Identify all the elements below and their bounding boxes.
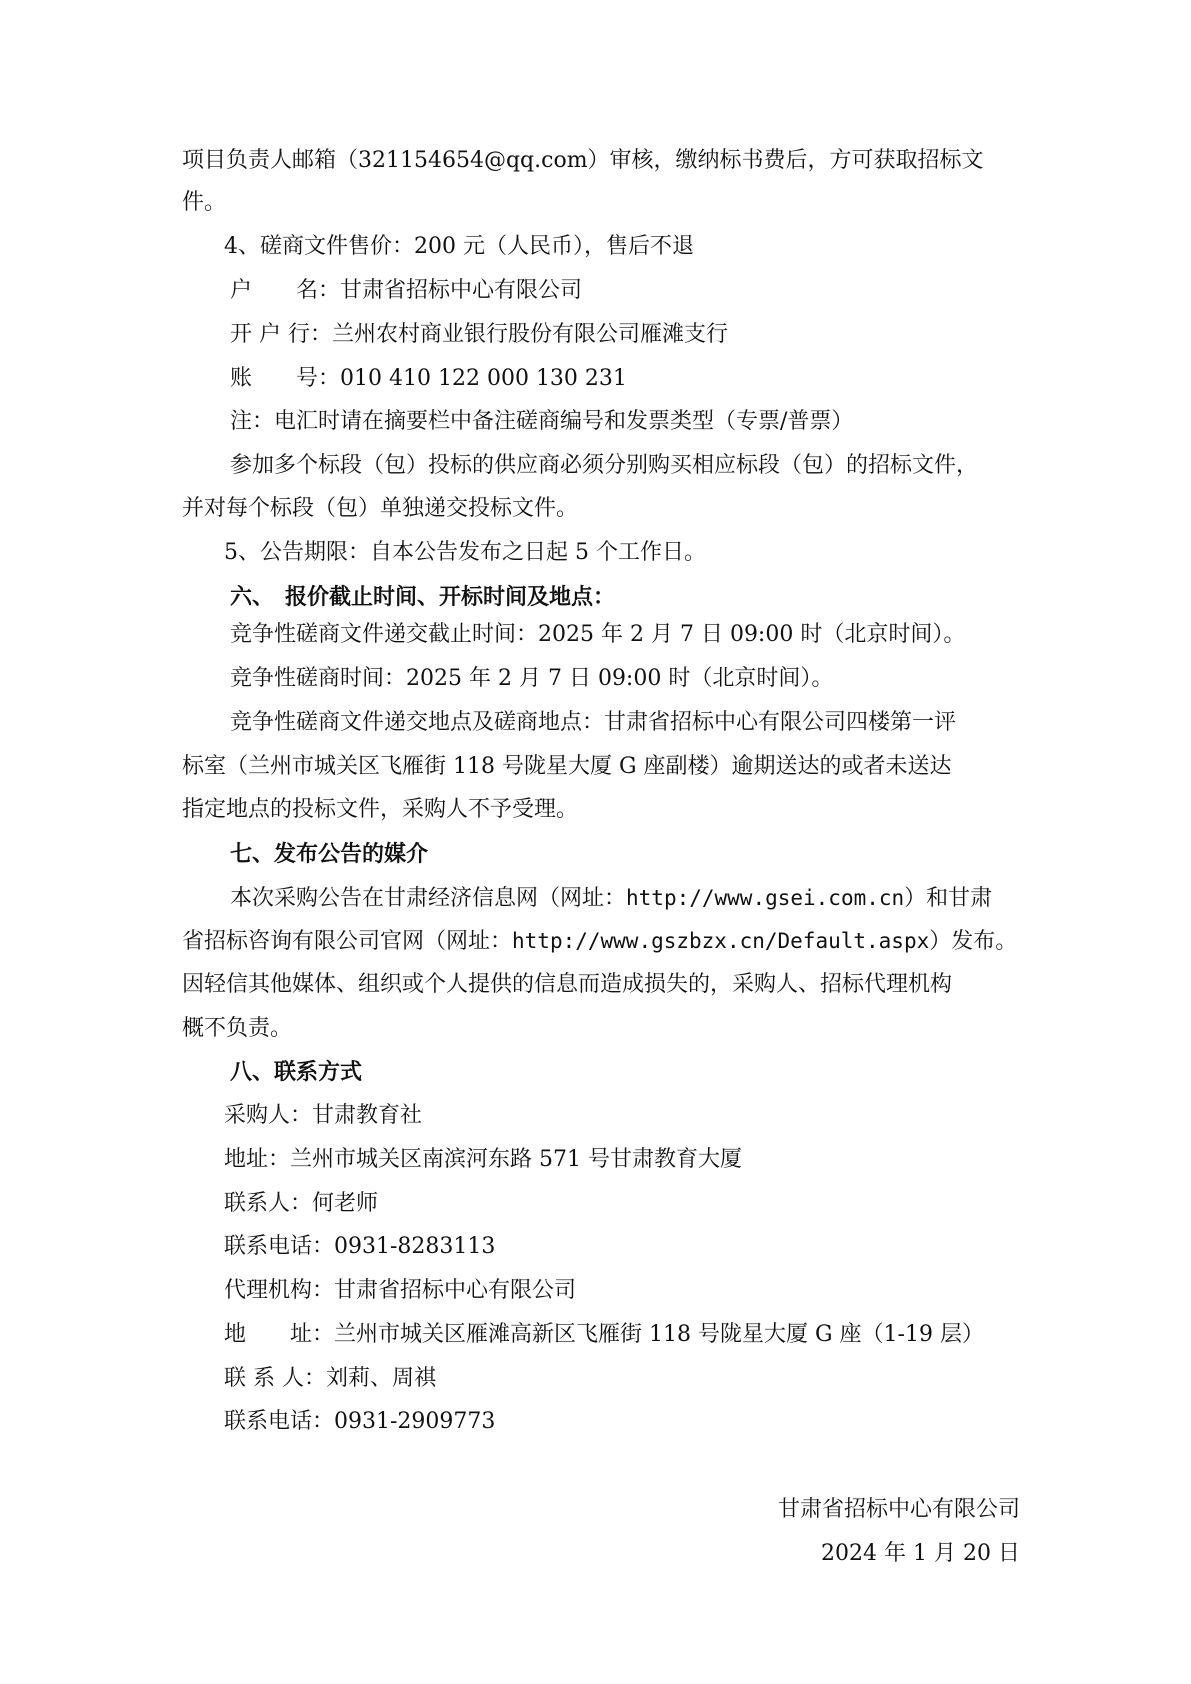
purchaser-contact: 联系人：何老师: [224, 1191, 379, 1216]
text-line-deadline: 竞争性磋商文件递交截止时间：2025 年 2 月 7 日 09:00 时（北京时间）。: [230, 622, 966, 647]
signature-date: 2024 年 1 月 20 日: [821, 1541, 1020, 1566]
text-line-price: 4、磋商文件售价：200 元（人民币），售后不退: [224, 234, 694, 259]
agency-address: 地 址：兰州市城关区雁滩高新区飞雁街 118 号陇星大厦 G 座（1-19 层）: [224, 1322, 984, 1347]
text-line: 因轻信其他媒体、组织或个人提供的信息而造成损失的，采购人、招标代理机构: [182, 972, 953, 997]
bank-name: 开 户 行：兰州农村商业银行股份有限公司雁滩支行: [230, 322, 728, 347]
account-number: 账 号：010 410 122 000 130 231: [230, 366, 627, 391]
text-line-location: 竞争性磋商文件递交地点及磋商地点：甘肃省招标中心有限公司四楼第一评: [230, 710, 957, 735]
section-heading-8: 八、联系方式: [230, 1059, 363, 1085]
text-line: 件。: [182, 190, 227, 215]
text-line: 标室（兰州市城关区飞雁街 118 号陇星大厦 G 座副楼）逾期送达的或者未送达: [182, 754, 952, 779]
purchaser-phone: 联系电话：0931-8283113: [224, 1234, 496, 1259]
text-line: 并对每个标段（包）单独递交投标文件。: [182, 496, 579, 521]
account-name: 户 名：甘肃省招标中心有限公司: [230, 278, 583, 303]
signature-organization: 甘肃省招标中心有限公司: [777, 1497, 1020, 1522]
text-line-email: 项目负责人邮箱（321154654@qq.com）审核，缴纳标书费后，方可获取招标文: [182, 148, 984, 173]
text-segment: 省招标咨询有限公司官网（网址：: [182, 929, 513, 954]
purchaser: 采购人：甘肃教育社: [224, 1103, 423, 1128]
text-line-media: [182, 926, 1017, 957]
purchaser-address: 地址：兰州市城关区南滨河东路 571 号甘肃教育大厦: [224, 1147, 742, 1172]
url-link: http://www.gszbzx.cn/Default.aspx: [512, 929, 930, 953]
agency: 代理机构：甘肃省招标中心有限公司: [224, 1278, 577, 1303]
remit-note: 注：电汇时请在摘要栏中备注磋商编号和发票类型（专票/普票）: [230, 409, 854, 434]
text-line-period: 5、公告期限：自本公告发布之日起 5 个工作日。: [224, 540, 706, 565]
section-heading-6: 六、 报价截止时间、开标时间及地点：: [230, 584, 616, 610]
text-segment: 本次采购公告在甘肃经济信息网（网址：: [230, 886, 627, 911]
text-line: 参加多个标段（包）投标的供应商必须分别购买相应标段（包）的招标文件，: [230, 453, 979, 478]
url-link: http://www.gsei.com.cn: [626, 886, 905, 910]
text-line: 指定地点的投标文件，采购人不予受理。: [182, 797, 579, 822]
text-line-time: 竞争性磋商时间：2025 年 2 月 7 日 09:00 时（北京时间）。: [230, 666, 834, 691]
text-segment: ）和甘肃: [904, 886, 993, 911]
text-line: 概不负责。: [182, 1016, 293, 1041]
section-heading-7: 七、发布公告的媒介: [230, 841, 429, 867]
agency-contact: 联 系 人：刘莉、周祺: [224, 1366, 436, 1391]
text-segment: ）发布。: [929, 929, 1018, 954]
agency-phone: 联系电话：0931-2909773: [224, 1409, 496, 1434]
text-line-media: [230, 883, 992, 914]
